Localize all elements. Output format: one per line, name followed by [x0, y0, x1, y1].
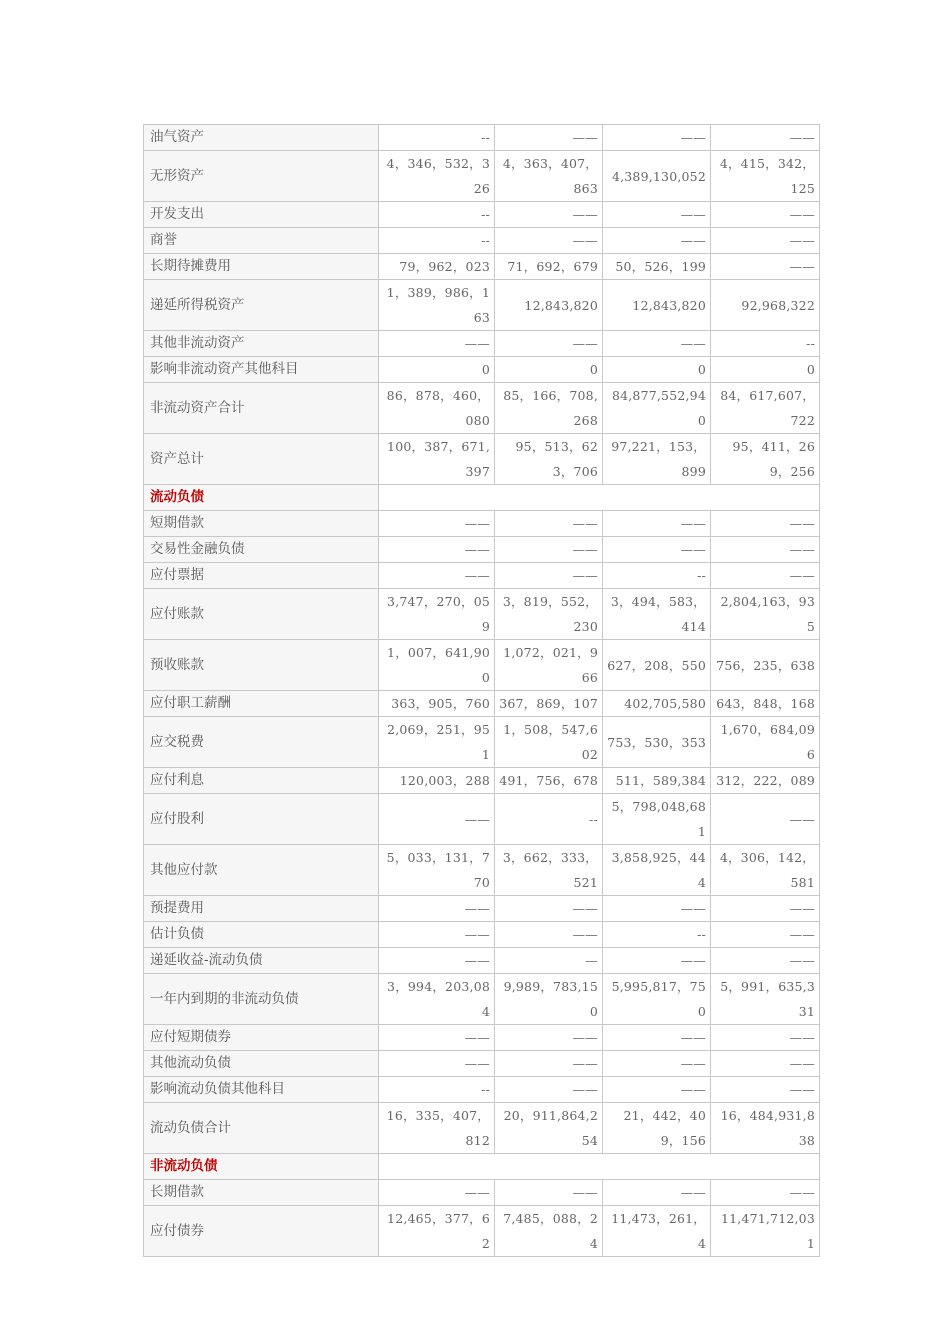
- value-cell: ——: [495, 1077, 603, 1103]
- value-cell: —: [495, 948, 603, 974]
- row-label: 短期借款: [144, 511, 379, 537]
- table-row: [144, 563, 820, 589]
- value-cell: 4，346，532，326: [379, 151, 495, 202]
- value-cell: 3,747，270，059: [379, 589, 495, 640]
- table-row: [144, 1025, 820, 1051]
- value-cell: ——: [495, 511, 603, 537]
- value-cell: ——: [711, 896, 820, 922]
- value-cell: ——: [603, 1180, 711, 1206]
- row-label: 影响流动负债其他科目: [144, 1077, 379, 1103]
- value-cell: 511，589,384: [603, 768, 711, 794]
- value-cell: 4,389,130,052: [603, 151, 711, 202]
- table-row: [144, 537, 820, 563]
- value-cell: ——: [711, 1180, 820, 1206]
- table-row: [144, 254, 820, 280]
- value-cell: 79，962，023: [379, 254, 495, 280]
- value-cell: --: [495, 794, 603, 845]
- value-cell: ——: [379, 922, 495, 948]
- value-cell: ——: [711, 1051, 820, 1077]
- value-cell: ——: [495, 1025, 603, 1051]
- value-cell: ——: [603, 511, 711, 537]
- row-label: 预提费用: [144, 896, 379, 922]
- value-cell: 16，484,931,838: [711, 1103, 820, 1154]
- value-cell: ——: [379, 1051, 495, 1077]
- balance-sheet-table: [143, 124, 820, 1257]
- value-cell: 120,003，288: [379, 768, 495, 794]
- value-cell: ——: [379, 511, 495, 537]
- value-cell: ——: [495, 125, 603, 151]
- row-label: 应付账款: [144, 589, 379, 640]
- value-cell: ——: [495, 563, 603, 589]
- value-cell: 5,995,817，750: [603, 974, 711, 1025]
- value-cell: 4，415，342，125: [711, 151, 820, 202]
- value-cell: ——: [603, 948, 711, 974]
- row-label: 其他应付款: [144, 845, 379, 896]
- section-blank-cell: [379, 1154, 820, 1180]
- table-row: [144, 1180, 820, 1206]
- table-row: [144, 125, 820, 151]
- value-cell: 1，389，986，163: [379, 280, 495, 331]
- table-row: [144, 948, 820, 974]
- value-cell: 1,670，684,096: [711, 717, 820, 768]
- row-label: 预收账款: [144, 640, 379, 691]
- table-row: [144, 202, 820, 228]
- row-label: 应付职工薪酬: [144, 691, 379, 717]
- table-row: [144, 511, 820, 537]
- value-cell: 756，235，638: [711, 640, 820, 691]
- value-cell: 95，411，269，256: [711, 434, 820, 485]
- value-cell: ——: [603, 125, 711, 151]
- row-label: 影响非流动资产其他科目: [144, 357, 379, 383]
- row-label: 其他流动负债: [144, 1051, 379, 1077]
- value-cell: 1，007，641,900: [379, 640, 495, 691]
- row-label: 递延所得税资产: [144, 280, 379, 331]
- value-cell: 363，905，760: [379, 691, 495, 717]
- value-cell: 12,465，377，62: [379, 1206, 495, 1257]
- table-row: [144, 845, 820, 896]
- value-cell: 4，363，407，863: [495, 151, 603, 202]
- value-cell: 16，335，407，812: [379, 1103, 495, 1154]
- value-cell: ——: [711, 254, 820, 280]
- row-label: 一年内到期的非流动负债: [144, 974, 379, 1025]
- row-label: 非流动资产合计: [144, 383, 379, 434]
- value-cell: 1，508，547,602: [495, 717, 603, 768]
- value-cell: 312，222，089: [711, 768, 820, 794]
- row-label: 应交税费: [144, 717, 379, 768]
- value-cell: ——: [711, 511, 820, 537]
- value-cell: 21，442，409，156: [603, 1103, 711, 1154]
- row-label: 估计负债: [144, 922, 379, 948]
- value-cell: ——: [379, 896, 495, 922]
- value-cell: --: [711, 331, 820, 357]
- section-row: [144, 485, 820, 511]
- table-row: [144, 434, 820, 485]
- table-row: [144, 331, 820, 357]
- row-label: 交易性金融负债: [144, 537, 379, 563]
- value-cell: ——: [379, 331, 495, 357]
- value-cell: 20，911,864,254: [495, 1103, 603, 1154]
- row-label: 油气资产: [144, 125, 379, 151]
- value-cell: 85，166，708,268: [495, 383, 603, 434]
- value-cell: ——: [495, 537, 603, 563]
- value-cell: 0: [379, 357, 495, 383]
- table-row: [144, 794, 820, 845]
- value-cell: ——: [603, 228, 711, 254]
- value-cell: 100，387，671,397: [379, 434, 495, 485]
- value-cell: 2,069，251，951: [379, 717, 495, 768]
- table-row: [144, 922, 820, 948]
- section-row: [144, 1154, 820, 1180]
- value-cell: ——: [603, 331, 711, 357]
- value-cell: ——: [379, 1180, 495, 1206]
- row-label: 应付短期债券: [144, 1025, 379, 1051]
- value-cell: 2,804,163，935: [711, 589, 820, 640]
- row-label: 应付利息: [144, 768, 379, 794]
- value-cell: ——: [495, 1051, 603, 1077]
- value-cell: 95，513，623，706: [495, 434, 603, 485]
- value-cell: --: [603, 563, 711, 589]
- value-cell: 643，848，168: [711, 691, 820, 717]
- value-cell: 71，692，679: [495, 254, 603, 280]
- section-title: 流动负债: [144, 485, 379, 511]
- table-body: [144, 125, 820, 1257]
- value-cell: 50，526，199: [603, 254, 711, 280]
- value-cell: ——: [603, 896, 711, 922]
- row-label: 开发支出: [144, 202, 379, 228]
- table-row: [144, 1103, 820, 1154]
- row-label: 递延收益-流动负债: [144, 948, 379, 974]
- value-cell: 3，819，552，230: [495, 589, 603, 640]
- value-cell: ——: [495, 202, 603, 228]
- value-cell: ——: [379, 948, 495, 974]
- value-cell: ——: [711, 794, 820, 845]
- value-cell: ——: [711, 1025, 820, 1051]
- table-row: [144, 717, 820, 768]
- value-cell: 627，208，550: [603, 640, 711, 691]
- section-blank-cell: [379, 485, 820, 511]
- value-cell: --: [379, 125, 495, 151]
- value-cell: ——: [379, 537, 495, 563]
- table-row: [144, 974, 820, 1025]
- row-label: 其他非流动资产: [144, 331, 379, 357]
- value-cell: ——: [379, 794, 495, 845]
- value-cell: 4，306，142，581: [711, 845, 820, 896]
- value-cell: ——: [495, 331, 603, 357]
- value-cell: 12,843,820: [603, 280, 711, 331]
- value-cell: 402,705,580: [603, 691, 711, 717]
- value-cell: 84,877,552,940: [603, 383, 711, 434]
- row-label: 长期待摊费用: [144, 254, 379, 280]
- value-cell: 5，991，635,331: [711, 974, 820, 1025]
- value-cell: ——: [711, 563, 820, 589]
- balance-sheet: [143, 124, 819, 1257]
- value-cell: ——: [603, 202, 711, 228]
- value-cell: ——: [603, 1025, 711, 1051]
- value-cell: 97,221，153，899: [603, 434, 711, 485]
- value-cell: 11,473，261，4: [603, 1206, 711, 1257]
- value-cell: ——: [495, 896, 603, 922]
- section-title: 非流动负债: [144, 1154, 379, 1180]
- value-cell: 9,989，783,150: [495, 974, 603, 1025]
- value-cell: --: [379, 1077, 495, 1103]
- table-row: [144, 1077, 820, 1103]
- table-row: [144, 151, 820, 202]
- value-cell: 12,843,820: [495, 280, 603, 331]
- table-row: [144, 228, 820, 254]
- table-row: [144, 357, 820, 383]
- value-cell: 753，530，353: [603, 717, 711, 768]
- value-cell: ——: [603, 1077, 711, 1103]
- value-cell: ——: [711, 125, 820, 151]
- value-cell: ——: [379, 563, 495, 589]
- value-cell: ——: [711, 922, 820, 948]
- value-cell: 3，994，203,084: [379, 974, 495, 1025]
- row-label: 流动负债合计: [144, 1103, 379, 1154]
- row-label: 资产总计: [144, 434, 379, 485]
- value-cell: ——: [711, 202, 820, 228]
- table-row: [144, 589, 820, 640]
- value-cell: 3，662，333，521: [495, 845, 603, 896]
- value-cell: 84，617,607，722: [711, 383, 820, 434]
- row-label: 无形资产: [144, 151, 379, 202]
- value-cell: 5，798,048,681: [603, 794, 711, 845]
- value-cell: ——: [379, 1025, 495, 1051]
- value-cell: 3,858,925，444: [603, 845, 711, 896]
- value-cell: 5，033，131，770: [379, 845, 495, 896]
- table-row: [144, 896, 820, 922]
- value-cell: 3，494，583，414: [603, 589, 711, 640]
- row-label: 长期借款: [144, 1180, 379, 1206]
- value-cell: 0: [603, 357, 711, 383]
- value-cell: ——: [711, 537, 820, 563]
- value-cell: ——: [495, 228, 603, 254]
- row-label: 应付股利: [144, 794, 379, 845]
- row-label: 应付票据: [144, 563, 379, 589]
- table-row: [144, 691, 820, 717]
- table-row: [144, 640, 820, 691]
- value-cell: ——: [603, 1051, 711, 1077]
- value-cell: 0: [495, 357, 603, 383]
- table-row: [144, 280, 820, 331]
- value-cell: ——: [711, 228, 820, 254]
- value-cell: ——: [711, 948, 820, 974]
- value-cell: 86，878，460，080: [379, 383, 495, 434]
- value-cell: 92,968,322: [711, 280, 820, 331]
- table-row: [144, 383, 820, 434]
- table-row: [144, 768, 820, 794]
- value-cell: 367，869，107: [495, 691, 603, 717]
- value-cell: 1,072，021，966: [495, 640, 603, 691]
- value-cell: --: [379, 202, 495, 228]
- table-row: [144, 1206, 820, 1257]
- value-cell: 491，756，678: [495, 768, 603, 794]
- row-label: 商誉: [144, 228, 379, 254]
- value-cell: 7,485，088，24: [495, 1206, 603, 1257]
- table-row: [144, 1051, 820, 1077]
- row-label: 应付债券: [144, 1206, 379, 1257]
- value-cell: ——: [603, 537, 711, 563]
- value-cell: ——: [495, 1180, 603, 1206]
- value-cell: --: [603, 922, 711, 948]
- value-cell: 0: [711, 357, 820, 383]
- value-cell: --: [379, 228, 495, 254]
- value-cell: ——: [711, 1077, 820, 1103]
- value-cell: ——: [495, 922, 603, 948]
- value-cell: 11,471,712,031: [711, 1206, 820, 1257]
